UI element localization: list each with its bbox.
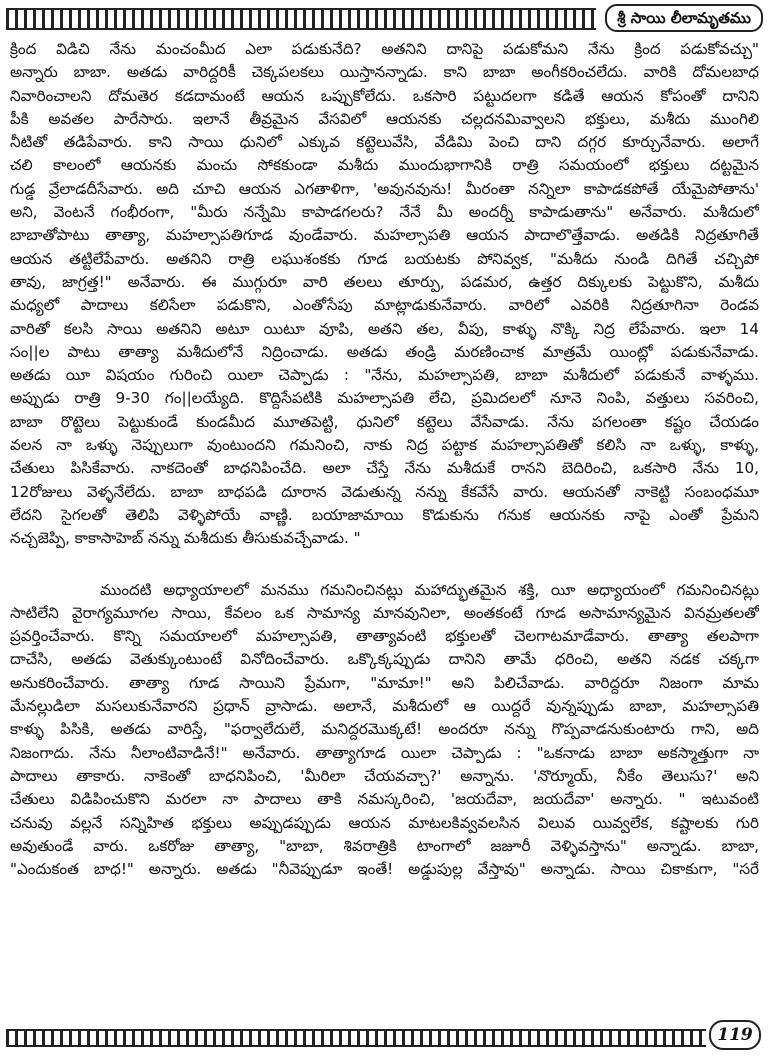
text-line: పాదాలు తాకారు. నాకెంతో బాధనిపించి, 'మీరిలా చేయవచ్చా?' అన్నాను. 'నొర్మూయ్, నీకేం తెలుసు?' అని (10, 766, 759, 785)
text-line: అవుతుండే వారు. ఒకరోజు తాత్యా, "బాబా, శివరాత్రికి టాంగాలో జజూరీ వెళ్ళివస్తాను" అన్నాడు. బాబా, (10, 836, 759, 855)
paragraph-1 (10, 38, 759, 551)
text-line: లేదని సైగలతో తెలిపి వెళ్ళిపోయే వాణ్ణి. బయాజామాయి కొడుకును గనుక ఆయనకు నాపై ఎంతో ప్రేమని (10, 505, 759, 524)
text-line: వలన నా ఒళ్ళు నెప్పులుగా వుంటుందని గమనించి, నాకు నిద్ర పట్టాక మహల్సాపతితో కలిసి నా ఒళ్ళు, కాళ్ళు, (10, 436, 759, 455)
book-title: శ్రీ సాయి లీలామృతము (605, 4, 763, 32)
text-line: ప్రవర్తించేవారు. కొన్ని సమయాలలో మహల్సాపతి, తాత్యావంటి భక్తులతో చెలగాటమాడేవారు. తాత్యా తలపాగా (10, 627, 759, 646)
text-line: ఆయన తట్టిలేపేవారు. అతనిని రాత్రి లఘుశంకకు గూడ బయటకు పోనివ్వక, "మశీదు నుండి దిగితే చచ్చిపో (10, 249, 759, 268)
text-line: బాబాతోపాటు తాత్యా, మహల్సాపతిగూడ వుండేవారు. మహల్సాపతి ఆయన పాదాలొత్తేవాడు. అతడికి నిద్రతూగితే (10, 226, 759, 245)
text-line: కాళ్ళు పిసికి, అతడు వారిస్తే, "ఫర్వాలేదులే, మనిద్దరమొక్కటే! అందరూ నన్ను గొప్పవాడనుకుంటారు గాని, అది (10, 720, 759, 739)
text-line: చేతులు విడిపించుకొని మరలా నా పాదాలు తాకి నమస్కరించి, 'జయదేవా, జయదేవా' అన్నారు. " ఇటువంటి (10, 790, 759, 809)
decorative-border (6, 1029, 706, 1047)
text-line: తావు, జాగ్రత్త!" అనేవారు. ఈ ముగ్గురూ వారి తలలు తూర్పు, పడమర, ఉత్తర దిక్కులకు పెట్టుకొని, మశీదు (10, 272, 759, 291)
text-line: నివారించాలని దోమతెర కడదామంటే ఆయన ఒప్పుకోలేదు. ఒకసారి పట్టుదలగా కడితే ఆయన కోపంతో దానిని (10, 86, 759, 105)
text-line: పీకి అవతల పారేసారు. ఇలానే తీవ్రమైన వేసవిలో ఆయనకు చల్లదనమివ్వాలని భక్తులు, మశీదు ముంగిలి (10, 109, 759, 128)
decorative-border (6, 8, 596, 30)
text-line: అప్పుడు రాత్రి 9-30 గం||లయ్యేది. కొద్దిసేపటికి మహల్సాపతి లేచి, ప్రమిదలలో నూనె నింపి, వత్తులు సవరించి, (10, 389, 759, 408)
paragraph-2 (10, 579, 759, 882)
text-line: దాచేసి, అతడు వెతుక్కుంటుంటే వినోదించేవారు. ఒక్కొక్కప్పుడు దానిని తామే ధరించి, అతని నడక చక్కగా (10, 650, 759, 669)
page-number: 119 (709, 1020, 761, 1050)
text-line: చలి కాలంలో ఆయనకు మంచు సోకకుండా మశీదు ముందుభాగానికి రాత్రి సమయంలో భక్తులు దట్టమైన (10, 156, 759, 175)
text-line: నచ్చజెప్పి, కాకాసాహెబ్ నన్ను మశీదుకు తీసుకువచ్చేవాడు. " (10, 529, 361, 548)
text-line: సం||ల పాటు తాత్యా మశీదులోనే నిద్రించాడు. అతడు తండ్రి మరణించాక మాత్రమే యింట్లో పడుకునేవాడు. (10, 342, 759, 361)
text-line: క్రింద విడిచి నేను మంచంమీద ఎలా పడుకునేది? అతనిని దానిపై పడుకోమని నేను క్రింద పడుకోవచ్చు" (10, 40, 759, 58)
text-line: మేనల్లుడిలా మసలుకునేవారని ప్రధాన్ వ్రాసాడు. అలానే, మశీదులో ఆ యిద్దరే వున్నప్పుడు బాబా, మహల్సాపతి (10, 697, 759, 716)
text-line: అనుకరించేవారు. తాత్యా గూడ సాయిని ప్రేమగా, "మామా!" అని పిలిచేవాడు. వారిద్దరూ నిజంగా మామ (10, 673, 759, 692)
text-line: బాబా రొట్టెలు పెట్టుకుండే కుండమీద మూతపెట్టి, ధునిలో కట్టెలు వేసేవాడు. నేను పగలంతా కష్టం చేయడం (10, 412, 759, 431)
text-line: చేతులు పిసికేవారు. నాకదెంతో బాధనిపించేది. అలా చేస్తే నేను మశీదుకే రానని బెదిరించి, ఒకసారి నేను 10, (10, 459, 759, 478)
paragraph-spacer (10, 551, 759, 579)
text-line: "ఎందుకంత బాధ!" అన్నారు. అతడు "నీవెప్పుడూ ఇంతే! అడ్డుపుల్ల వేస్తావు" అన్నాడు. సాయి చికాకుగా, "సరే (10, 860, 759, 879)
text-line: నీటితో తడిపేవారు. కాని సాయి ధునిలో ఎక్కువ కట్టెలువేసి, వేడిమి పెంచి దాని దగ్గర కూర్చునేవారు. అలాగే (10, 133, 759, 152)
text-line: 12రోజులు వెళ్ళనేలేదు. బాబా బాధపడి దూరాన వెడుతున్న నన్ను కేకవేసే వారు. ఆయనతో నాకెట్టి సంబంధమూ (10, 482, 759, 501)
text-line: అతడు యీ విషయం గురించి యిలా చెప్పాడు : "నేను, మహల్సాపతి, బాబా మశీదులో పడుకునే వాళ్ళము. (10, 366, 759, 385)
text-line: చనువు వల్లనే సన్నిహిత భక్తులు అప్పుడప్పుడు ఆయన మాటలకివ్వవలసిన విలువ యివ్వలేక, కష్టాలకు గురి (10, 813, 759, 832)
page-footer (6, 1020, 763, 1050)
page-body (10, 38, 759, 881)
text-line: మధ్యలో పాదాలు కలిసేలా పడుకొని, ఎంతోసేపు మాట్లాడుకునేవారు. వారిలో ఎవరికి నిద్రతూగినా రెండవ (10, 296, 759, 315)
text-line: నిజంగాదు. నేను నీలాంటివాడినే!" అనేవారు. తాత్యాగూడ యిలా చెప్పాడు : "ఒకనాడు బాబా అకస్మాత్తుగా నా (10, 743, 759, 762)
text-line: వారితో కలసి సాయి అతనిని అటూ యిటూ వూపి, అతని తల, వీపు, కాళ్ళు నొక్కి నిద్ర లేపేవారు. ఇలా 14 (10, 319, 759, 338)
text-line: ముందటి అధ్యాయాలలో మనము గమనించినట్లు మహాద్భుతమైన శక్తి, యీ అధ్యాయంలో గమనించినట్లు (100, 580, 759, 599)
text-line: అని, వెంటనే గంభీరంగా, "మీరు నన్నేమి కాపాడగలరు? నేనే మీ అందర్నీ కాపాడుతాను" అనేవారు. మశీదులో (10, 203, 759, 222)
text-line: సాటిలేని వైరాగ్యమూగల సాయి, కేవలం ఒక సామాన్య మానవునిలా, అంతకంటే గూడ అసామాన్యమైన వినమ్రతలతో (10, 603, 759, 622)
text-line: అన్నారు బాబా. అతడు వారిద్దరికీ చెక్కపలకలు యిస్తానన్నాడు. కాని బాబా అంగీకరించలేదు. వారికి దోమలబాధ (10, 63, 759, 82)
text-line: గుడ్డ వ్రేలాడదీసేవారు. అది చూచి ఆయన ఎగతాళిగా, 'అవునవును! మీరంతా నన్నిలా కాపాడకపోతే యేమైపోతాను' (10, 179, 759, 198)
page-header (6, 4, 763, 32)
